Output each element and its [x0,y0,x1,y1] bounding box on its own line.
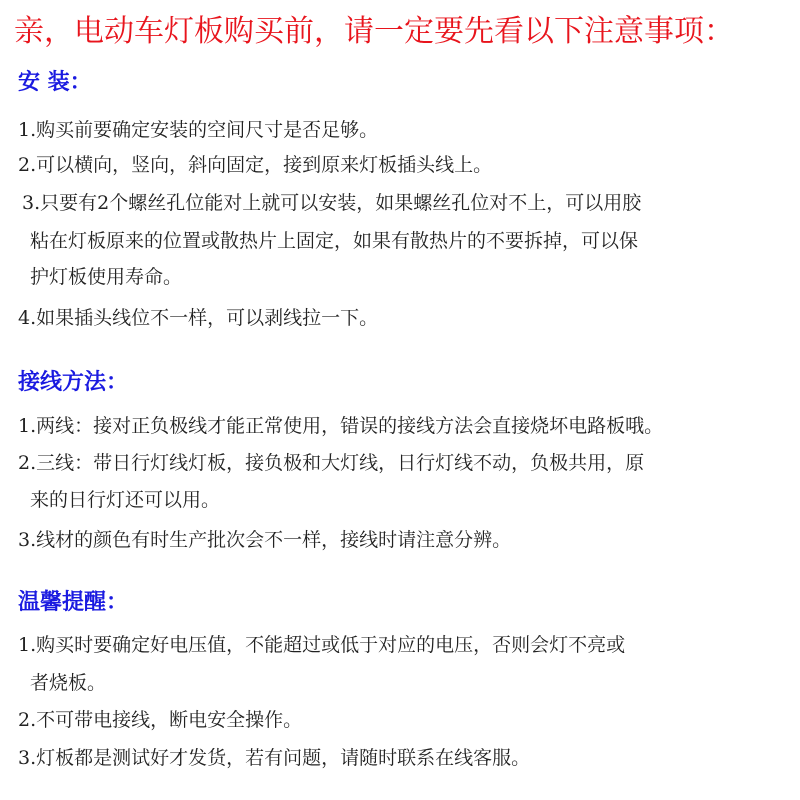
install-item-1: 1.购买前要确定安装的空间尺寸是否足够。 [18,119,379,141]
section-heading-reminder: 温馨提醒： [18,589,129,615]
install-item-2: 2.可以横向，竖向，斜向固定，接到原来灯板插头线上。 [18,154,493,176]
install-item-4: 4.如果插头线位不一样，可以剥线拉一下。 [18,307,379,329]
section-heading-wiring: 接线方法： [18,369,129,395]
install-item-3-cont: 粘在灯板原来的位置或散热片上固定，如果有散热片的不要拆掉，可以保 [30,230,639,252]
reminder-item-3: 3.灯板都是测试好才发货，若有问题，请随时联系在线客服。 [18,747,531,769]
install-item-3-cont2: 护灯板使用寿命。 [30,266,183,288]
wiring-item-1: 1.两线：接对正负极线才能正常使用，错误的接线方法会直接烧坏电路板哦。 [18,415,664,437]
wiring-item-2-cont: 来的日行灯还可以用。 [30,489,221,511]
section-heading-install: 安 装： [18,69,92,95]
wiring-item-2: 2.三线：带日行灯线灯板，接负极和大灯线，日行灯线不动，负极共用，原 [18,452,645,474]
reminder-item-1: 1.购买时要确定好电压值，不能超过或低于对应的电压，否则会灯不亮或 [18,634,626,656]
notice-title: 亲，电动车灯板购买前，请一定要先看以下注意事项： [14,14,734,49]
wiring-item-3: 3.线材的颜色有时生产批次会不一样，接线时请注意分辨。 [18,529,512,551]
install-item-3: 3.只要有2个螺丝孔位能对上就可以安装，如果螺丝孔位对不上，可以用胶 [22,192,642,214]
reminder-item-1-cont: 者烧板。 [30,672,107,694]
reminder-item-2: 2.不可带电接线，断电安全操作。 [18,709,303,731]
